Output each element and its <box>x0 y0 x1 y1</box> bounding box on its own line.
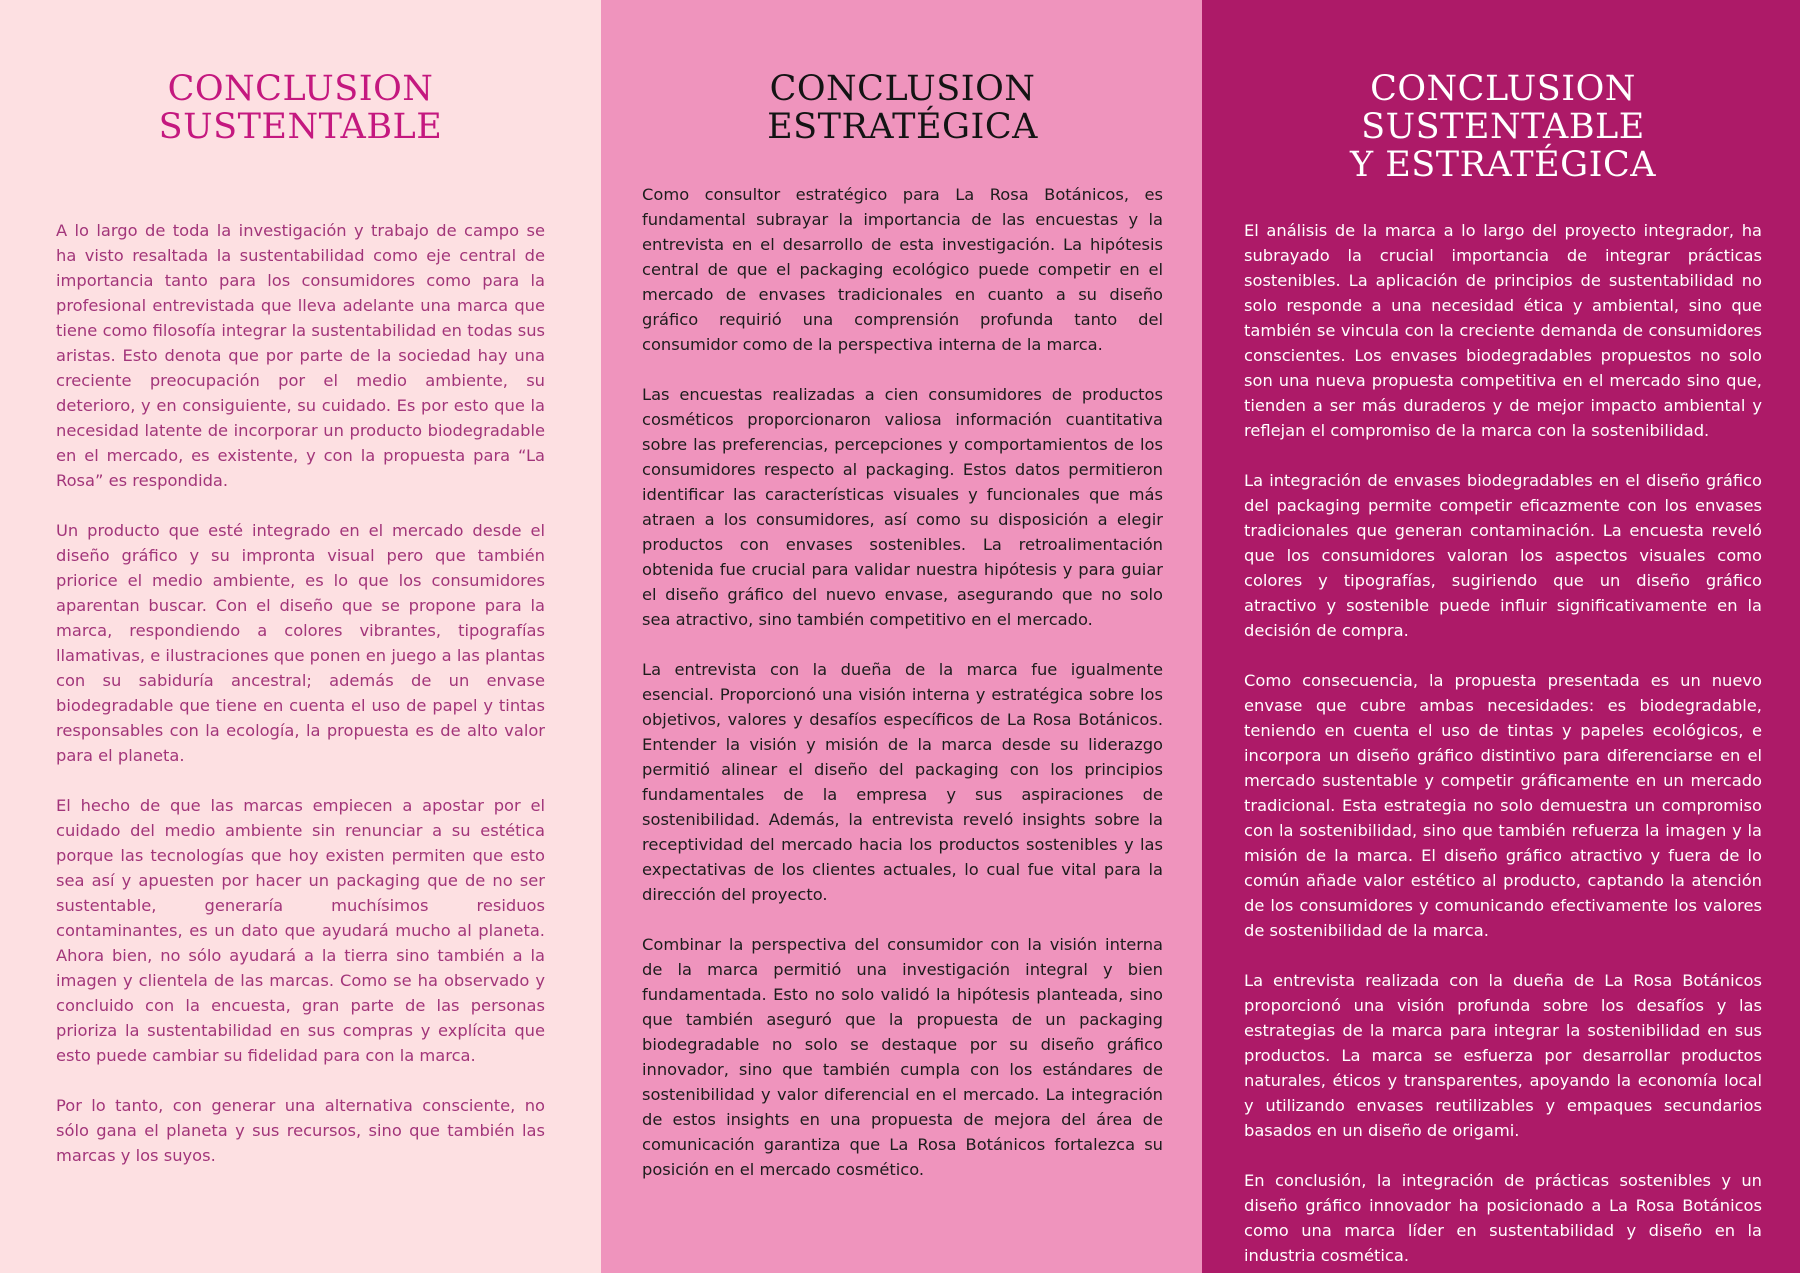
paragraph: Como consecuencia, la propuesta presentada es un nuevo envase que cubre ambas necesidades: es biodegradable, teniendo en cuenta el uso de tintas y papeles ecológicos, e incorpora un diseño gráfico distintivo para diferenciarse en el mercado sustentable y competir gráficamente en un mercado tradicional. Esta estrategia no solo demuestra un compromiso con la sostenibilidad, sino que también refuerza la imagen y la misión de la marca. El diseño gráfico atractivo y fuera de lo común añade valor estético al producto, captando la atención de los consumidores y comunicando efectivamente los valores de sostenibilidad de la marca. <box>1244 671 1762 940</box>
paragraph: Como consultor estratégico para La Rosa Botánicos, es fundamental subrayar la importancia de las encuestas y la entrevista en el desarrollo de esta investigación. La hipótesis central de que el packaging ecológico puede competir en el mercado de envases tradicionales en cuanto a su diseño gráfico requirió una comprensión profunda tanto del consumidor como de la perspectiva interna de la marca. <box>642 185 1163 354</box>
panel-conclusion-estrategica <box>601 0 1202 1273</box>
panel-title <box>1244 70 1762 184</box>
paragraph: En conclusión, la integración de prácticas sostenibles y un diseño gráfico innovador ha posicionado a La Rosa Botánicos como una marca líder en sustentabilidad y diseño en la industria cosmética. <box>1244 1171 1762 1265</box>
paragraph: Por lo tanto, con generar una alternativa consciente, no sólo gana el planeta y sus recursos, sino que también las marcas y los suyos. <box>56 1096 545 1165</box>
title-line: CONCLUSION <box>769 69 1036 109</box>
paragraph: Un producto que esté integrado en el mercado desde el diseño gráfico y su impronta visual pero que también priorice el medio ambiente, es lo que los consumidores aparentan buscar. Con el diseño que se propone para la marca, respondiendo a colores vibrantes, tipografías llamativas, e ilustraciones que ponen en juego a las plantas con su sabiduría ancestral; además de un envase biodegradable que tiene en cuenta el uso de papel y tintas responsables con la ecología, la propuesta es de alto valor para el planeta. <box>56 521 545 765</box>
paragraph: Combinar la perspectiva del consumidor con la visión interna de la marca permitió una investigación integral y bien fundamentada. Esto no solo validó la hipótesis planteada, sino que también aseguró que la propuesta de un packaging biodegradable no solo se destaque por su diseño gráfico innovador, sino que también cumpla con los estándares de sostenibilidad y valor diferencial en el mercado. La integración de estos insights en una propuesta de mejora del área de comunicación garantiza que La Rosa Botánicos fortalezca su posición en el mercado cosmético. <box>642 935 1163 1179</box>
panel-title <box>56 70 545 146</box>
title-line: CONCLUSION <box>167 69 434 109</box>
paragraph: La integración de envases biodegradables en el diseño gráfico del packaging permite competir eficazmente con los envases tradicionales que generan contaminación. La encuesta reveló que los consumidores valoran los aspectos visuales como colores y tipografías, sugiriendo que un diseño gráfico atractivo y sostenible puede influir significativamente en la decisión de compra. <box>1244 471 1762 640</box>
panel-conclusion-sustentable-estrategica <box>1202 0 1800 1273</box>
panel-body <box>56 218 545 1168</box>
paragraph: Las encuestas realizadas a cien consumidores de productos cosméticos proporcionaron valiosa información cuantitativa sobre las preferencias, percepciones y comportamientos de los consumidores respecto al packaging. Estos datos permitieron identificar las características visuales y funcionales que más atraen a los consumidores, así como su disposición a elegir productos con envases sostenibles. La retroalimentación obtenida fue crucial para validar nuestra hipótesis y para guiar el diseño gráfico del nuevo envase, asegurando que no solo sea atractivo, sino también competitivo en el mercado. <box>642 385 1163 629</box>
paragraph: El hecho de que las marcas empiecen a apostar por el cuidado del medio ambiente sin renunciar a su estética porque las tecnologías que hoy existen permiten que esto sea así y apuesten por hacer un packaging que de no ser sustentable, generaría muchísimos residuos contaminantes, es un dato que ayudará mucho al planeta. Ahora bien, no sólo ayudará a la tierra sino también a la imagen y clientela de las marcas. Como se ha observado y concluido con la encuesta, gran parte de las personas prioriza la sustentabilidad en sus compras y explícita que esto puede cambiar su fidelidad para con la marca. <box>56 796 545 1065</box>
panel-body <box>1244 218 1762 1268</box>
paragraph: La entrevista con la dueña de la marca fue igualmente esencial. Proporcionó una visión interna y estratégica sobre los objetivos, valores y desafíos específicos de La Rosa Botánicos. Entender la visión y misión de la marca desde su liderazgo permitió alinear el diseño del packaging con los principios fundamentales de la empresa y sus aspiraciones de sostenibilidad. Además, la entrevista reveló insights sobre la receptividad del mercado hacia los productos sostenibles y las expectativas de los clientes actuales, lo cual fue vital para la dirección del proyecto. <box>642 660 1163 904</box>
title-line: ESTRATÉGICA <box>767 107 1038 147</box>
paragraph: El análisis de la marca a lo largo del proyecto integrador, ha subrayado la crucial importancia de integrar prácticas sostenibles. La aplicación de principios de sustentabilidad no solo responde a una necesidad ética y ambiental, sino que también se vincula con la creciente demanda de consumidores conscientes. Los envases biodegradables propuestos no solo son una nueva propuesta competitiva en el mercado sino que, tienden a ser más duraderos y de mejor impacto ambiental y reflejan el compromiso de la marca con la sostenibilidad. <box>1244 221 1762 440</box>
panel-conclusion-sustentable <box>0 0 601 1273</box>
panel-title <box>642 70 1163 146</box>
paragraph: A lo largo de toda la investigación y trabajo de campo se ha visto resaltada la sustentabilidad como eje central de importancia tanto para los consumidores como para la profesional entrevistada que lleva adelante una marca que tiene como filosofía integrar la sustentabilidad en todas sus aristas. Esto denota que por parte de la sociedad hay una creciente preocupación por el medio ambiente, su deterioro, y en consiguiente, su cuidado. Es por esto que la necesidad latente de incorporar un producto biodegradable en el mercado, es existente, y con la propuesta para “La Rosa” es respondida. <box>56 221 545 490</box>
title-line: CONCLUSION SUSTENTABLE <box>1361 69 1645 147</box>
paragraph: La entrevista realizada con la dueña de La Rosa Botánicos proporcionó una visión profunda sobre los desafíos y las estrategias de la marca para integrar la sostenibilidad en sus productos. La marca se esfuerza por desarrollar productos naturales, éticos y transparentes, apoyando la economía local y utilizando envases reutilizables y empaques secundarios basados en un diseño de origami. <box>1244 971 1762 1140</box>
panel-body <box>642 182 1163 1182</box>
title-line: Y ESTRATÉGICA <box>1349 145 1657 185</box>
title-line: SUSTENTABLE <box>158 107 443 147</box>
